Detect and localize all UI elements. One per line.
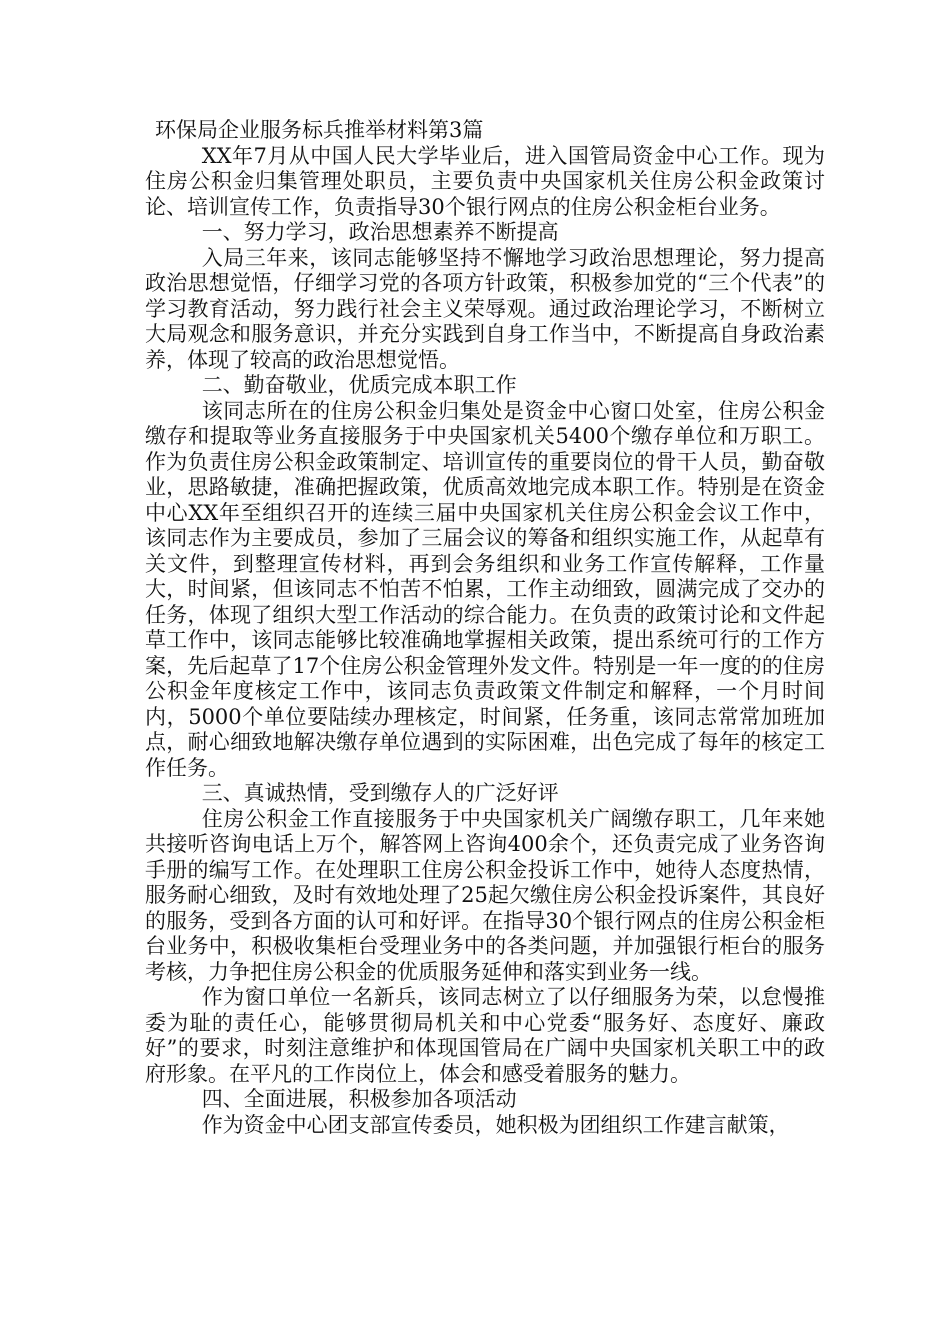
paragraph-section-1: 入局三年来，该同志能够坚持不懈地学习政治思想理论，努力提高政治思想觉悟，仔细学习党的各项方针政策，积极参加党的“三个代表”的学习教育活动，努力践行社会主义荣辱观。通过政治理论学习，不断树立大局观念和服务意识，并充分实践到自身工作当中，不断提高自身政治素养，体现了较高的政治思想觉悟。 — [145, 245, 825, 372]
document-body — [145, 118, 825, 1138]
document-title: 环保局企业服务标兵推举材料第3篇 — [155, 118, 484, 142]
paragraph-section-2: 该同志所在的住房公积金归集处是资金中心窗口处室，住房公积金缴存和提取等业务直接服务于中央国家机关5400个缴存单位和万职工。作为负责住房公积金政策制定、培训宣传的重要岗位的骨干人员，勤奋敬业，思路敏捷，准确把握政策，优质高效地完成本职工作。特别是在资金中心XX年至组织召开的连续三届中央国家机关住房公积金会议工作中，该同志作为主要成员，参加了三届会议的筹备和组织实施工作，从起草有关文件，到整理宣传材料，再到会务组织和业务工作宣传解释，工作量大，时间紧，但该同志不怕苦不怕累，工作主动细致，圆满完成了交办的任务，体现了组织大型工作活动的综合能力。在负责的政策讨论和文件起草工作中，该同志能够比较准确地掌握相关政策，提出系统可行的工作方案，先后起草了17个住房公积金管理外发文件。特别是一年一度的的住房公积金年度核定工作中，该同志负责政策文件制定和解释，一个月时间内，5000个单位要陆续办理核定，时间紧，任务重，该同志常常加班加点，耐心细致地解决缴存单位遇到的实际困难，出色完成了每年的核定工作任务。 — [145, 398, 825, 780]
paragraph-section-3a: 住房公积金工作直接服务于中央国家机关广阔缴存职工，几年来她共接听咨询电话上万个，解答网上咨询400余个，还负责完成了业务咨询手册的编写工作。在处理职工住房公积金投诉工作中，她待人态度热情，服务耐心细致，及时有效地处理了25起欠缴住房公积金投诉案件，其良好的服务，受到各方面的认可和好评。在指导30个银行网点的住房公积金柜台业务中，积极收集柜台受理业务中的各类问题，并加强银行柜台的服务考核，力争把住房公积金的优质服务延伸和落实到业务一线。 — [145, 806, 825, 984]
paragraph-section-4: 作为资金中心团支部宣传委员，她积极为团组织工作建言献策， — [201, 1112, 790, 1137]
paragraph-intro: XX年7月从中国人民大学毕业后，进入国管局资金中心工作。现为住房公积金归集管理处职员，主要负责中央国家机关住房公积金政策讨论、培训宣传工作，负责指导30个银行网点的住房公积金柜台业务。 — [145, 143, 825, 219]
section-heading-3: 三、真诚热情，受到缴存人的广泛好评 — [201, 781, 559, 805]
section-heading-4: 四、全面进展，积极参加各项活动 — [201, 1087, 517, 1111]
paragraph-section-3b: 作为窗口单位一名新兵，该同志树立了以仔细服务为荣，以怠慢推委为耻的责任心，能够贯彻局机关和中心党委“服务好、态度好、廉政好”的要求，时刻注意维护和体现国管局在广阔中央国家机关职工中的政府形象。在平凡的工作岗位上，体会和感受着服务的魅力。 — [145, 985, 825, 1086]
section-heading-2: 二、勤奋敬业，优质完成本职工作 — [201, 373, 517, 397]
section-heading-1: 一、努力学习，政治思想素养不断提高 — [201, 220, 559, 244]
